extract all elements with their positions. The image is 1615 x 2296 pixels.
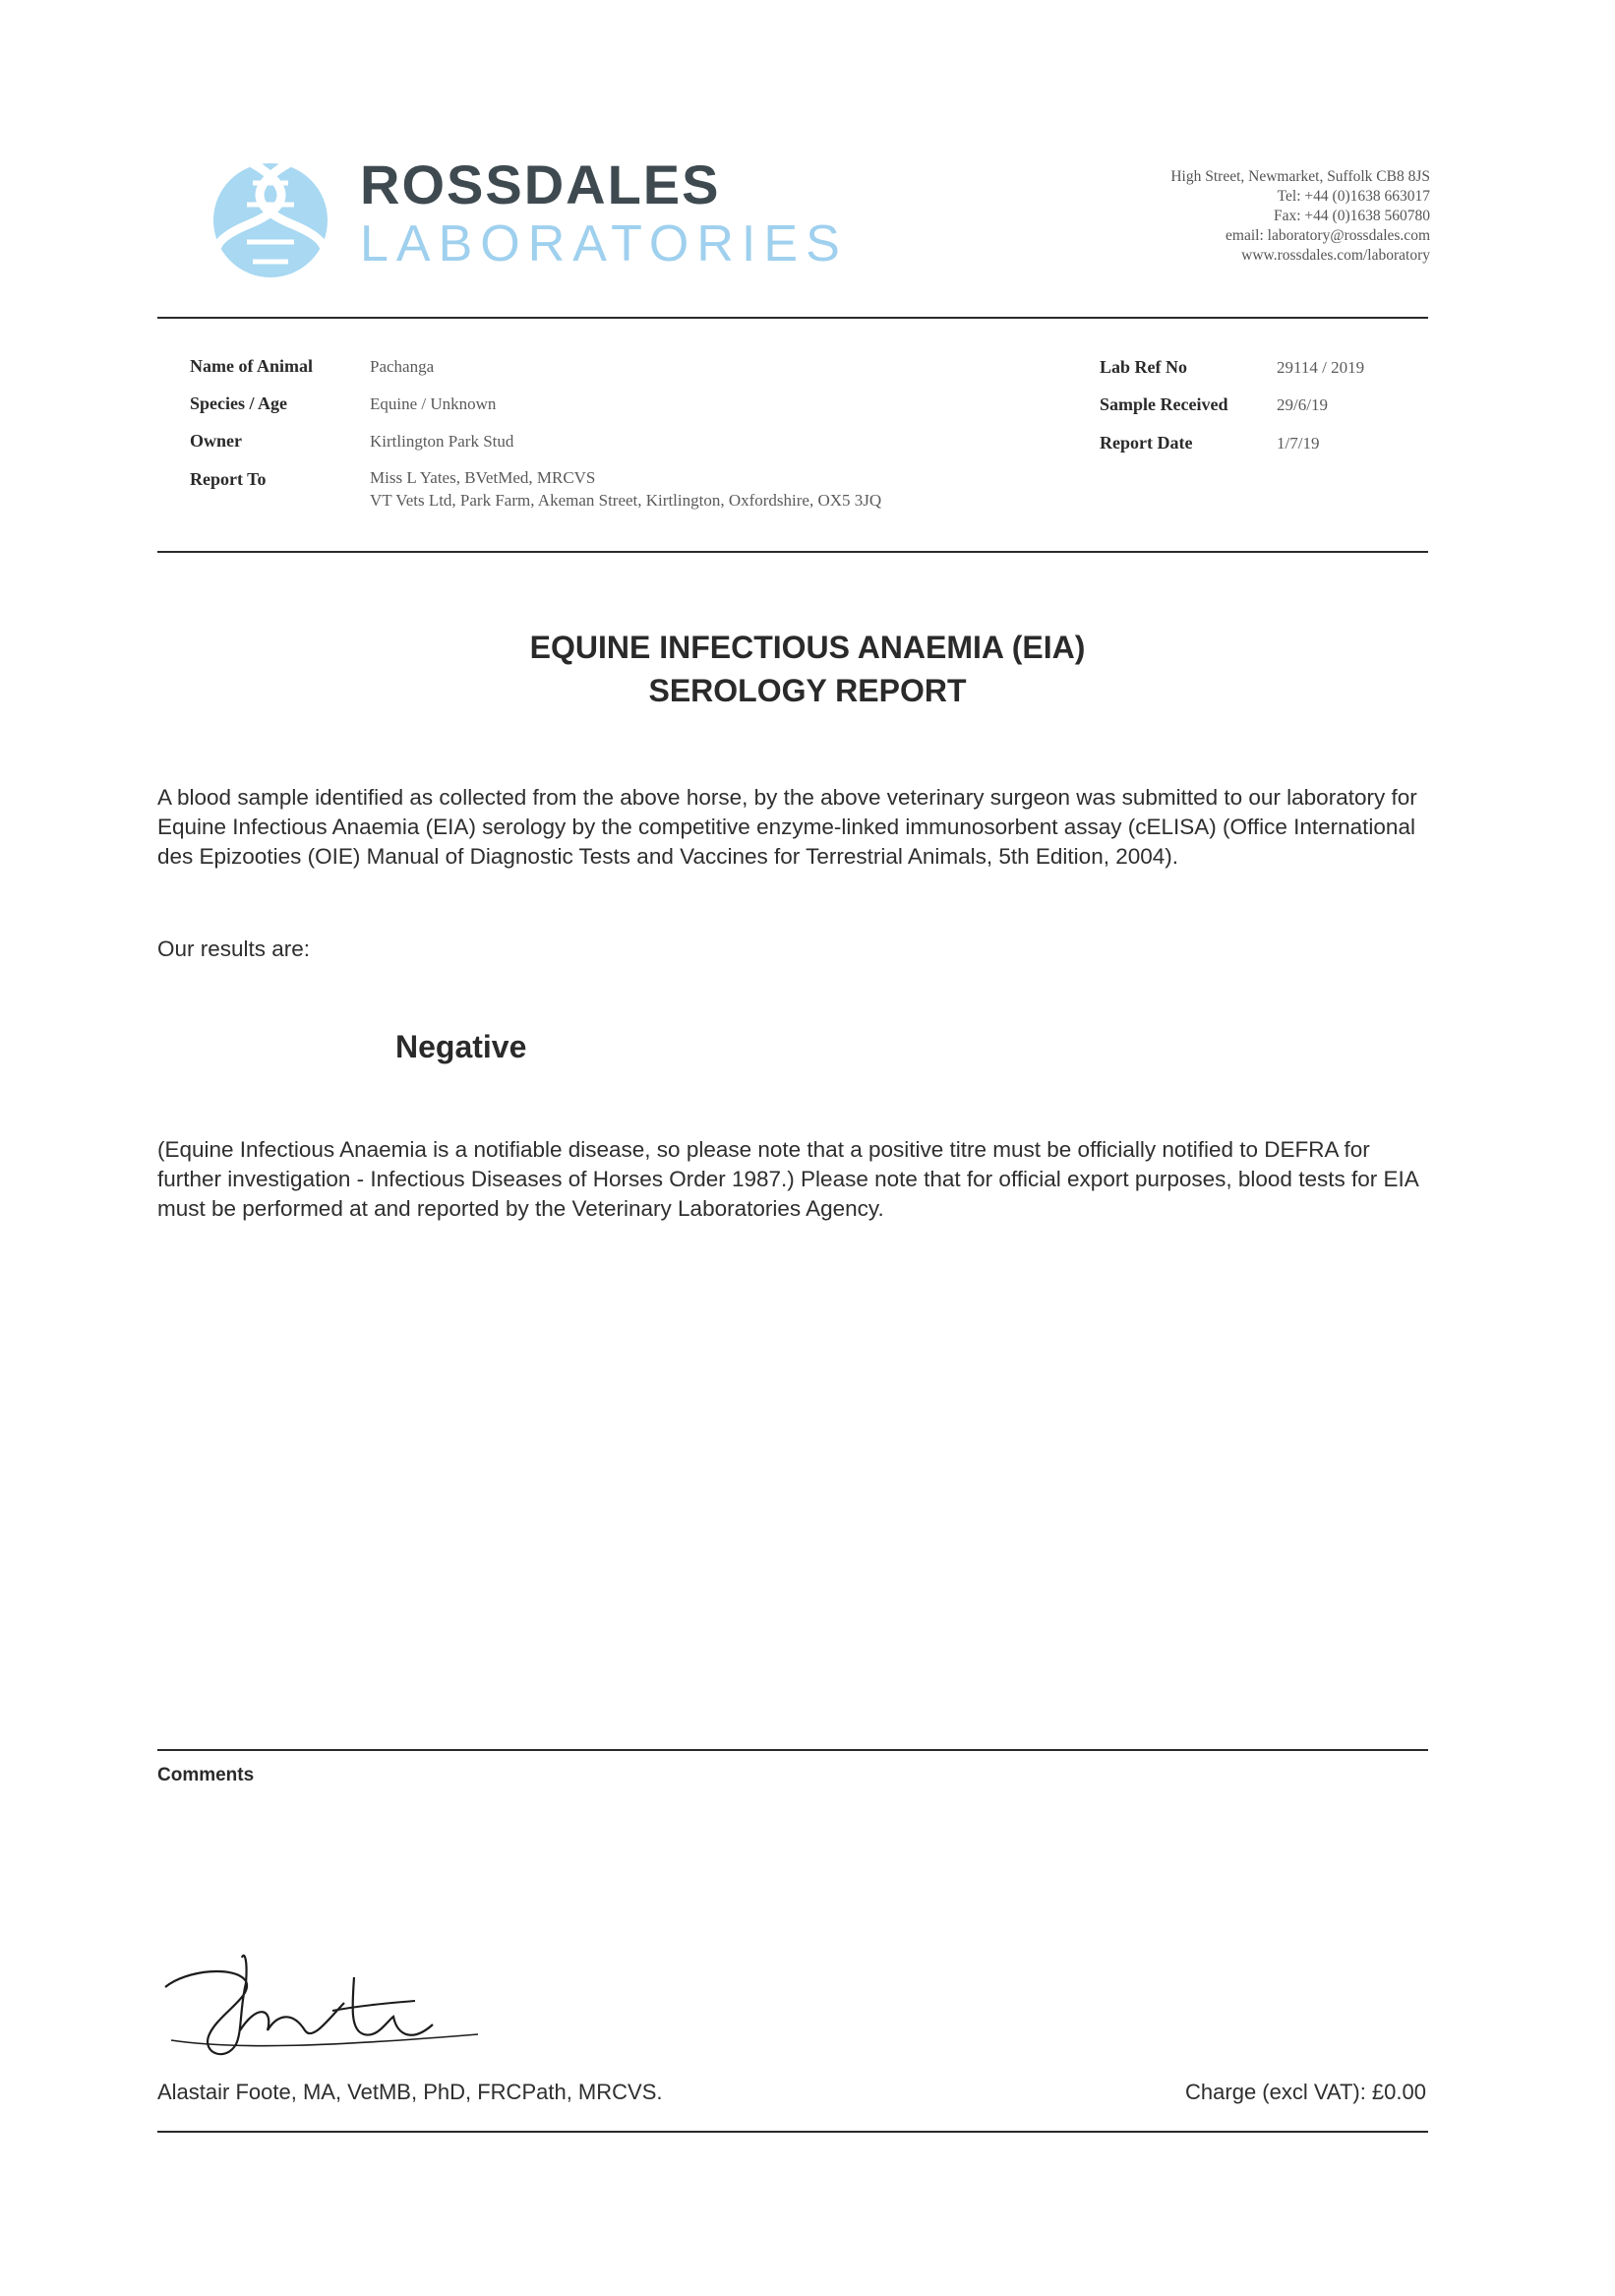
result-value: Negative [395,1029,527,1064]
results-intro: Our results are: [157,937,311,961]
address-line: Fax: +44 (0)1638 560780 [1274,208,1430,224]
report-date-label: Report Date [1100,433,1193,453]
lab-address [1170,167,1430,266]
report-title-line1: EQUINE INFECTIOUS ANAEMIA (EIA) [529,630,1086,665]
footer-divider [157,2131,1428,2133]
intro-paragraph: A blood sample identified as collected from the above horse, by the above veterinary surgeon was submitted to our laboratory for Equine Infectious Anaemia (EIA) serology by the competitive enzyme-linked immunosorbent assay (cELISA) (Office International des Epizooties (OIE) Manual of Diagnostic Tests and Vaccines for Terrestrial Animals, 5th Edition, 2004). [157,785,1417,869]
species-age-value: Equine / Unknown [370,394,497,413]
header-divider [157,317,1428,319]
report-to-label: Report To [190,469,267,489]
report-title-line2: SEROLOGY REPORT [648,673,967,708]
brand-name: ROSSDALES [360,153,721,215]
comments-label: Comments [157,1765,255,1785]
brand-subtitle: LABORATORIES [360,215,848,272]
comments-divider [157,1749,1428,1751]
signatory-name: Alastair Foote, MA, VetMB, PhD, FRCPath, MRCVS. [157,2080,663,2104]
rossdales-logo-icon [202,155,339,283]
owner-label: Owner [190,431,242,451]
species-age-label: Species / Age [190,393,287,413]
address-line: email: laboratory@rossdales.com [1226,227,1430,244]
report-title [0,626,1615,712]
owner-value: Kirtlington Park Stud [370,432,514,451]
report-date-value: 1/7/19 [1277,434,1320,453]
lab-ref-value: 29114 / 2019 [1277,358,1365,377]
name-of-animal-label: Name of Animal [190,356,313,376]
details-divider [157,551,1428,553]
name-of-animal-value: Pachanga [370,357,435,376]
address-line: High Street, Newmarket, Suffolk CB8 8JS [1170,168,1430,185]
signature-image [157,1948,492,2076]
report-to-name: Miss L Yates, BVetMed, MRCVS [370,468,596,487]
address-line: www.rossdales.com/laboratory [1241,247,1430,264]
lab-ref-label: Lab Ref No [1100,357,1187,377]
report-to-address: VT Vets Ltd, Park Farm, Akeman Street, Kirtlington, Oxfordshire, OX5 3JQ [370,491,882,510]
address-line: Tel: +44 (0)1638 663017 [1277,188,1430,205]
sample-received-value: 29/6/19 [1277,395,1328,414]
sample-received-label: Sample Received [1100,394,1228,414]
charge-amount: Charge (excl VAT): £0.00 [1185,2080,1426,2104]
notifiable-disease-note: (Equine Infectious Anaemia is a notifiable disease, so please note that a positive titre must be officially notified to DEFRA for further investigation - Infectious Diseases of Horses Order 1987.) Please note that for official export purposes, blood tests for EIA must be performed at and reported by the Veterinary Laboratories Agency. [157,1137,1418,1221]
